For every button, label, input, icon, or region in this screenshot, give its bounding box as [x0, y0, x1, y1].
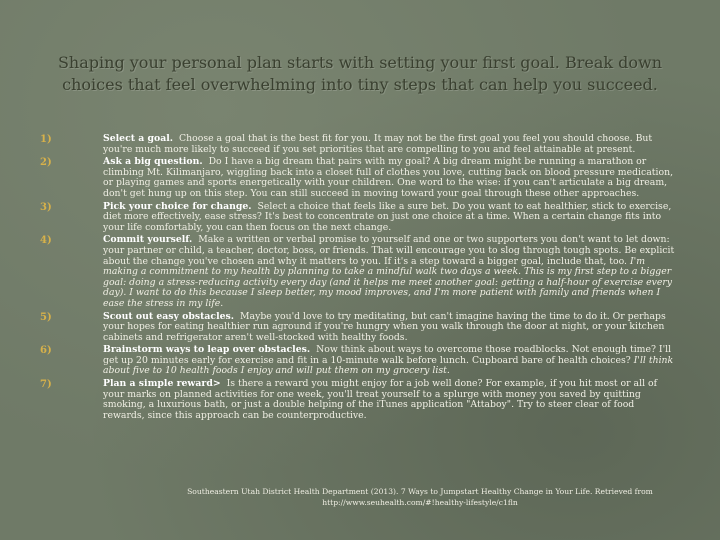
step-heading: Select a goal. [103, 133, 174, 144]
step-heading: Pick your choice for change. [103, 200, 252, 212]
step-number: 1) [40, 134, 52, 145]
step-body [103, 345, 678, 377]
step-body [103, 235, 678, 309]
step-body [103, 312, 678, 344]
step-number: 5) [40, 311, 52, 323]
step-number: 3) [40, 201, 52, 213]
step-heading: Scout out easy obstacles. [103, 310, 235, 322]
step-heading: Ask a big question. [103, 156, 203, 168]
step-body [103, 379, 678, 421]
list-item [0, 312, 720, 344]
list-item [0, 134, 720, 155]
step-text: Choose a goal that is the best fit for you. It may not be the first goal you feel you should choose. But you're much more likely to succeed if you set priorities that are compelling to you and feel attainable at present. [103, 133, 653, 155]
step-text: Do I have a big dream that pairs with my goal? A big dream might be running a marathon or climbing Mt. Kilimanjaro, wiggling back into a closet full of clothes you love, cutting back on blood pressure medication, or playing games and sports energetically with your children. One word to the wise: if you can't articulate a big dream, don't get hung up on this step. You can still succeed in moving toward your goal through these other approaches. [103, 156, 674, 199]
step-example: I'll think about five to 10 health foods I enjoy and will put them on my grocery list. [103, 354, 674, 377]
list-item [0, 235, 720, 309]
step-body [103, 202, 678, 234]
step-body [103, 157, 678, 199]
step-text: Make a written or verbal promise to yourself and one or two supporters you don't want to let down: your partner or child, a teacher, doctor, boss, or friends. That will encourage you to slog through tough spots. Be explicit about the change you've chosen and why it matters to you. If it's a step toward a bigger goal, include that, too. [103, 234, 675, 267]
steps-list [0, 134, 720, 421]
list-item [0, 345, 720, 377]
step-text: Is there a reward you might enjoy for a job well done? For example, if you hit most or all of your marks on planned activities for one week, you'll treat yourself to a splurge with money you saved by quitting smoking, a luxurious bath, or just a double helping of the iTunes application "Attaboy". Try to steer clear of food rewards, since this approach can be counterproductive. [103, 378, 658, 421]
step-number: 7) [40, 379, 52, 391]
step-number: 6) [40, 345, 52, 357]
step-example: I'm making a commitment to my health by planning to take a mindful walk two days a week. This is my first step to a bigger goal: doing a stress-reducing activity every day (and it helps me meet another goal: getting a half-hour of exercise every day). I want to do this because I sleep better, my mood improves, and I'm more patient with family and friends when I ease the stress in my life. [103, 255, 673, 309]
citation: Southeastern Utah District Health Department (2013). 7 Ways to Jumpstart Healthy Change in Your Life. Retrieved from http://www.seuhealth.com/#!healthy-lifestyle/c1fln [187, 487, 653, 507]
step-heading: Brainstorm ways to leap over obstacles. [103, 344, 311, 356]
step-body [103, 134, 678, 155]
step-text: Now think about ways to overcome those roadblocks. Not enough time? I'll get up 20 minutes early for exercise and fit in a 10-minute walk before lunch. Cupboard bare of health choices? [103, 344, 672, 366]
step-text: Select a choice that feels like a sure bet. Do you want to eat healthier, stick to exercise, diet more effectively, ease stress? It's best to concentrate on just one choice at a time. When a certain change fits into your life comfortably, you can then focus on the next change. [103, 200, 672, 233]
list-item [0, 379, 720, 421]
step-heading: Plan a simple reward> [103, 378, 221, 390]
step-number: 2) [40, 157, 52, 169]
page-title: Shaping your personal plan starts with setting your first goal. Break down choices that feel overwhelming into tiny steps that can help you succeed. [57, 53, 663, 94]
list-item [0, 157, 720, 199]
step-text: Maybe you'd love to try meditating, but can't imagine having the time to do it. Or perhaps your hopes for eating healthier run aground if you're hungry when you walk through the door at night, or your kitchen cabinets and refrigerator aren't well-stocked with healthy foods. [103, 310, 666, 343]
step-number: 4) [40, 235, 52, 247]
step-heading: Commit yourself. [103, 234, 193, 246]
list-item [0, 202, 720, 234]
